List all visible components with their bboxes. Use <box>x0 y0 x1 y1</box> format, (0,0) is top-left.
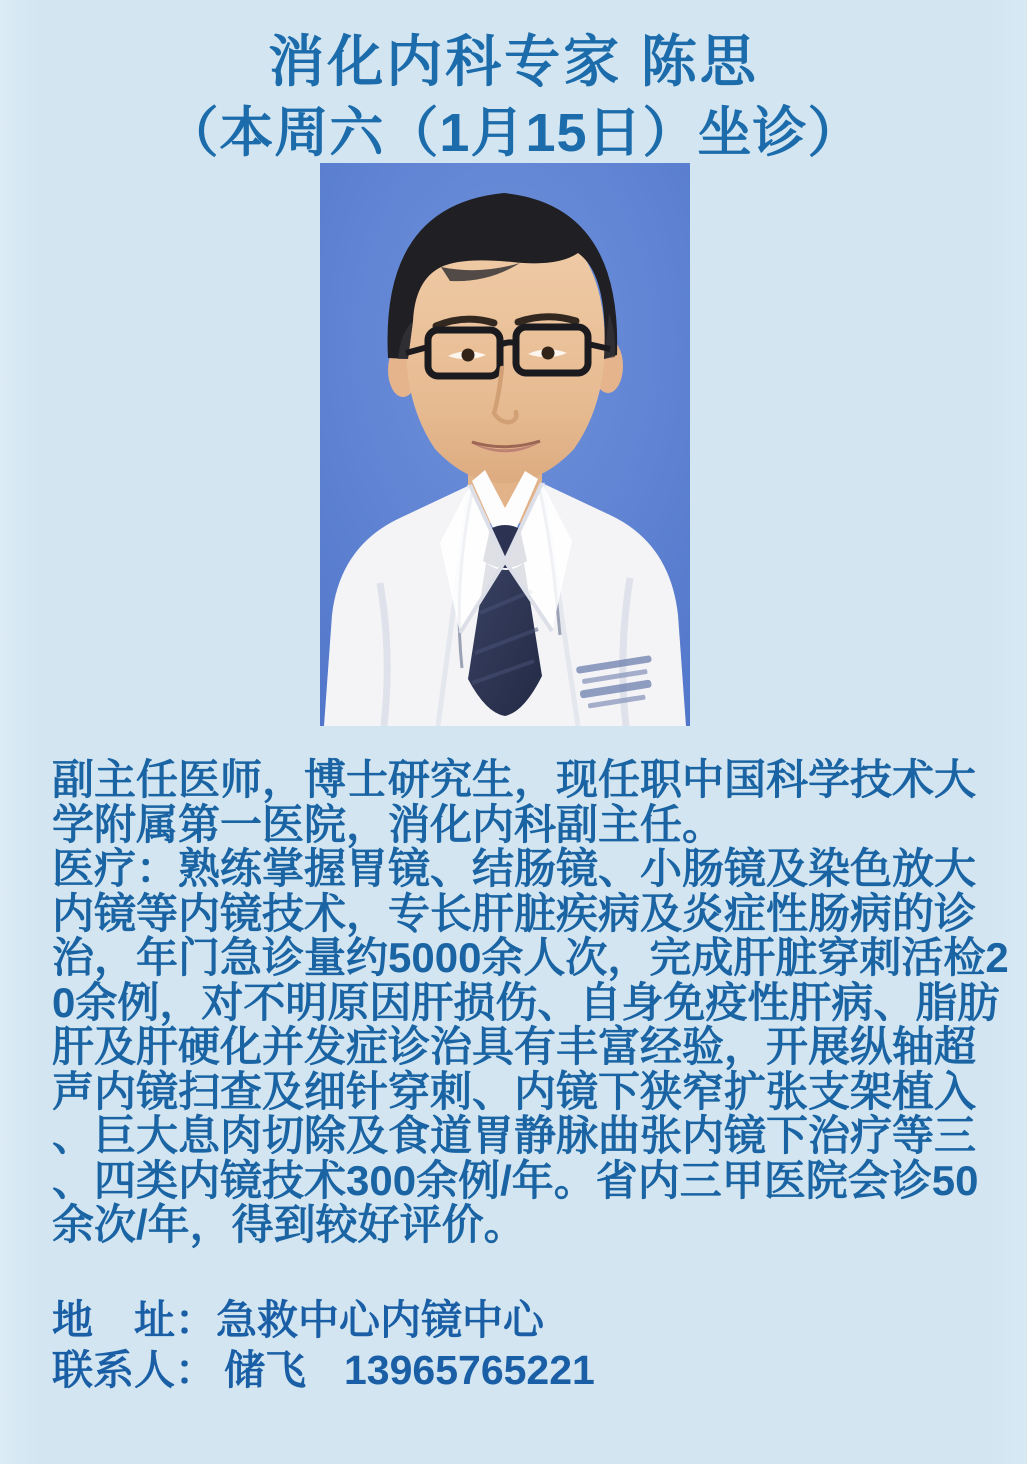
contact-name: 储飞 <box>224 1347 306 1393</box>
contact-label: 联系人： <box>52 1347 216 1393</box>
contact-line <box>52 1345 595 1395</box>
poster-title: 消化内科专家 陈思 <box>268 30 759 93</box>
bio-line: 、巨大息肉切除及食道胃静脉曲张内镜下治疗等三 <box>52 1112 977 1159</box>
contact-section <box>52 1295 595 1395</box>
bio-line: 余次/年，得到较好评价。 <box>52 1201 526 1248</box>
poster-subtitle: （本周六（1月15日）坐诊） <box>164 103 863 163</box>
bio-line: 、四类内镜技术300余例/年。省内三甲医院会诊50 <box>52 1156 979 1204</box>
bio-line: 学附属第一医院，消化内科副主任。 <box>52 800 725 848</box>
bio-line: 内镜等内镜技术，专长肝脏疾病及炎症性肠病的诊 <box>52 889 977 937</box>
bio-line: 医疗：熟练掌握胃镜、结肠镜、小肠镜及染色放大 <box>52 845 977 892</box>
bio-line: 0余例，对不明原因肝损伤、自身免疫性肝病、脂肪 <box>52 978 1000 1026</box>
bio-line: 副主任医师，博士研究生，现任职中国科学技术大 <box>52 756 977 803</box>
doctor-portrait-illustration <box>320 163 690 726</box>
bio-line: 治，年门急诊量约5000余人次，完成肝脏穿刺活检2 <box>52 934 1009 981</box>
contact-phone: 13965765221 <box>344 1347 595 1393</box>
doctor-photo <box>320 163 690 726</box>
bio-line: 肝及肝硬化并发症诊治具有丰富经验，开展纵轴超 <box>52 1023 977 1070</box>
address-value: 急救中心内镜中心 <box>216 1297 544 1343</box>
address-line <box>52 1295 595 1345</box>
address-label: 地 址： <box>52 1297 216 1343</box>
bio-line: 声内镜扫查及细针穿刺、内镜下狭窄扩张支架植入 <box>52 1067 977 1115</box>
doctor-bio <box>52 756 1009 1248</box>
